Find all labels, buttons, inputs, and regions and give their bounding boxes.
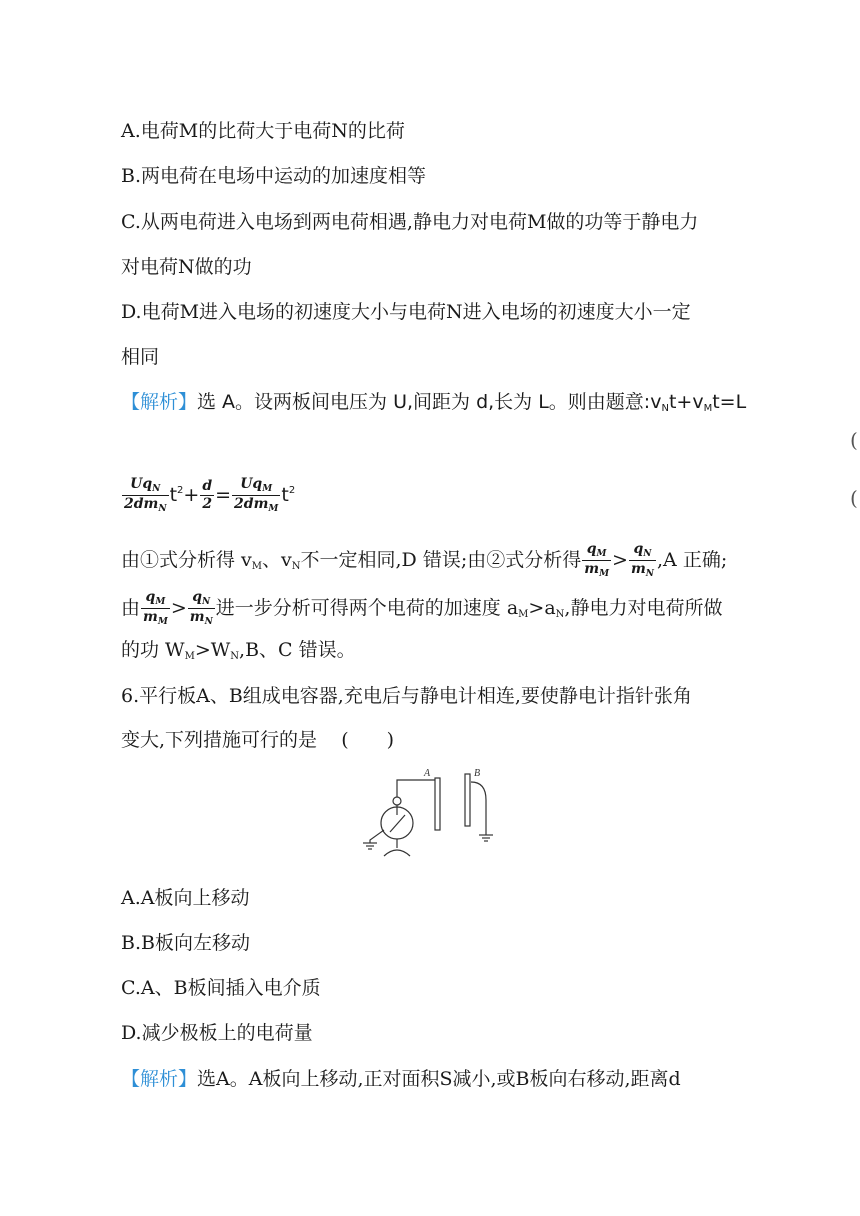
q6-option-c: C.A、B板间插入电介质 [121, 977, 321, 999]
answer-blank: ( ) [341, 729, 395, 751]
question-6-line1: 6.平行板A、B组成电容器,充电后与静电计相连,要使静电计指针张角 [121, 685, 692, 707]
fraction-uqn: $\frac{Uq_N}{2dm_N}$ [124, 476, 167, 515]
analysis-line-1 [121, 387, 746, 414]
option-b: B.两电荷在电场中运动的加速度相等 [121, 165, 427, 187]
equation-marker-1: ( [850, 428, 858, 452]
question-6-line2: 变大,下列措施可行的是 ( ) [121, 729, 395, 751]
fraction-qm-mm: $\frac{q_M}{m_M}$ [584, 541, 610, 580]
capacitor-electrometer-figure [360, 760, 510, 860]
option-d-line2: 相同 [121, 346, 160, 368]
q6-analysis [121, 1064, 681, 1091]
plate-b-ground-wire [471, 782, 486, 835]
equation-2: $\frac{Uq_N}{2dm_N}$ $t^2+$ $\frac{d}{2}$ = $\frac{Uq_M}{2dm_M}$ $t^2$ [124, 476, 296, 515]
option-c-line2: 对电荷N做的功 [121, 256, 252, 278]
q6-analysis-tag: 【解析】 [121, 1068, 198, 1090]
analysis-tag: 【解析】 [121, 391, 198, 413]
analysis-line-3: 由①式分析得 $v_M$、$v_N$不一定相同,D 错误;由②式分析得 $\frac{q_M}{m_M}$ > $\frac{q_N}{m_N}$ ,A 正确; [121, 541, 728, 580]
fraction-qn-mn: $\frac{q_N}{m_N}$ [630, 541, 655, 580]
option-c-line1: C.从两电荷进入电场到两电荷相遇,静电力对电荷M做的功等于静电力 [121, 211, 699, 233]
q6-option-d: D.减少极板上的电荷量 [121, 1022, 313, 1044]
plate-a-label: A [424, 768, 431, 779]
analysis-intro: 选 A。设两板间电压为 U,间距为 d,长为 L。则由题意: [197, 391, 651, 413]
plate-b [465, 774, 470, 826]
fraction-uqm: $\frac{Uq_M}{2dm_M}$ [234, 476, 279, 515]
electrometer-needle [390, 815, 405, 832]
casing-ground-wire [370, 830, 384, 843]
equation-1: $v_Nt+v_Mt=L$ [650, 391, 747, 414]
plate-a [435, 778, 440, 830]
equation-marker-2: ( [850, 486, 858, 510]
analysis-line-4: 由 $\frac{q_M}{m_M}$ > $\frac{q_N}{m_N}$ 进一步分析可得两个电荷的加速度 $a_M>a_N$,静电力对电荷所做 [121, 589, 723, 628]
wire-to-plate-a [397, 780, 438, 797]
plate-b-label: B [474, 768, 481, 779]
electrometer-knob [393, 797, 401, 805]
fraction-qm-mm-2: $\frac{q_M}{m_M}$ [143, 589, 168, 628]
analysis-line-5: 的功 $W_M>W_N,B$、C 错误。 [121, 639, 356, 662]
q6-option-b: B.B板向左移动 [121, 932, 250, 954]
q6-analysis-text: 选A。A板向上移动,正对面积S减小,或B板向右移动,距离d [197, 1068, 681, 1090]
q6-option-a: A.A板向上移动 [121, 887, 250, 909]
electrometer-base [384, 850, 410, 856]
option-a: A.电荷M的比荷大于电荷N的比荷 [121, 120, 405, 142]
fraction-qn-mn-2: $\frac{q_N}{m_N}$ [189, 589, 213, 628]
fraction-d-over-2: $\frac{d}{2}$ [202, 477, 213, 513]
option-d-line1: D.电荷M进入电场的初速度大小与电荷N进入电场的初速度大小一定 [121, 301, 691, 323]
